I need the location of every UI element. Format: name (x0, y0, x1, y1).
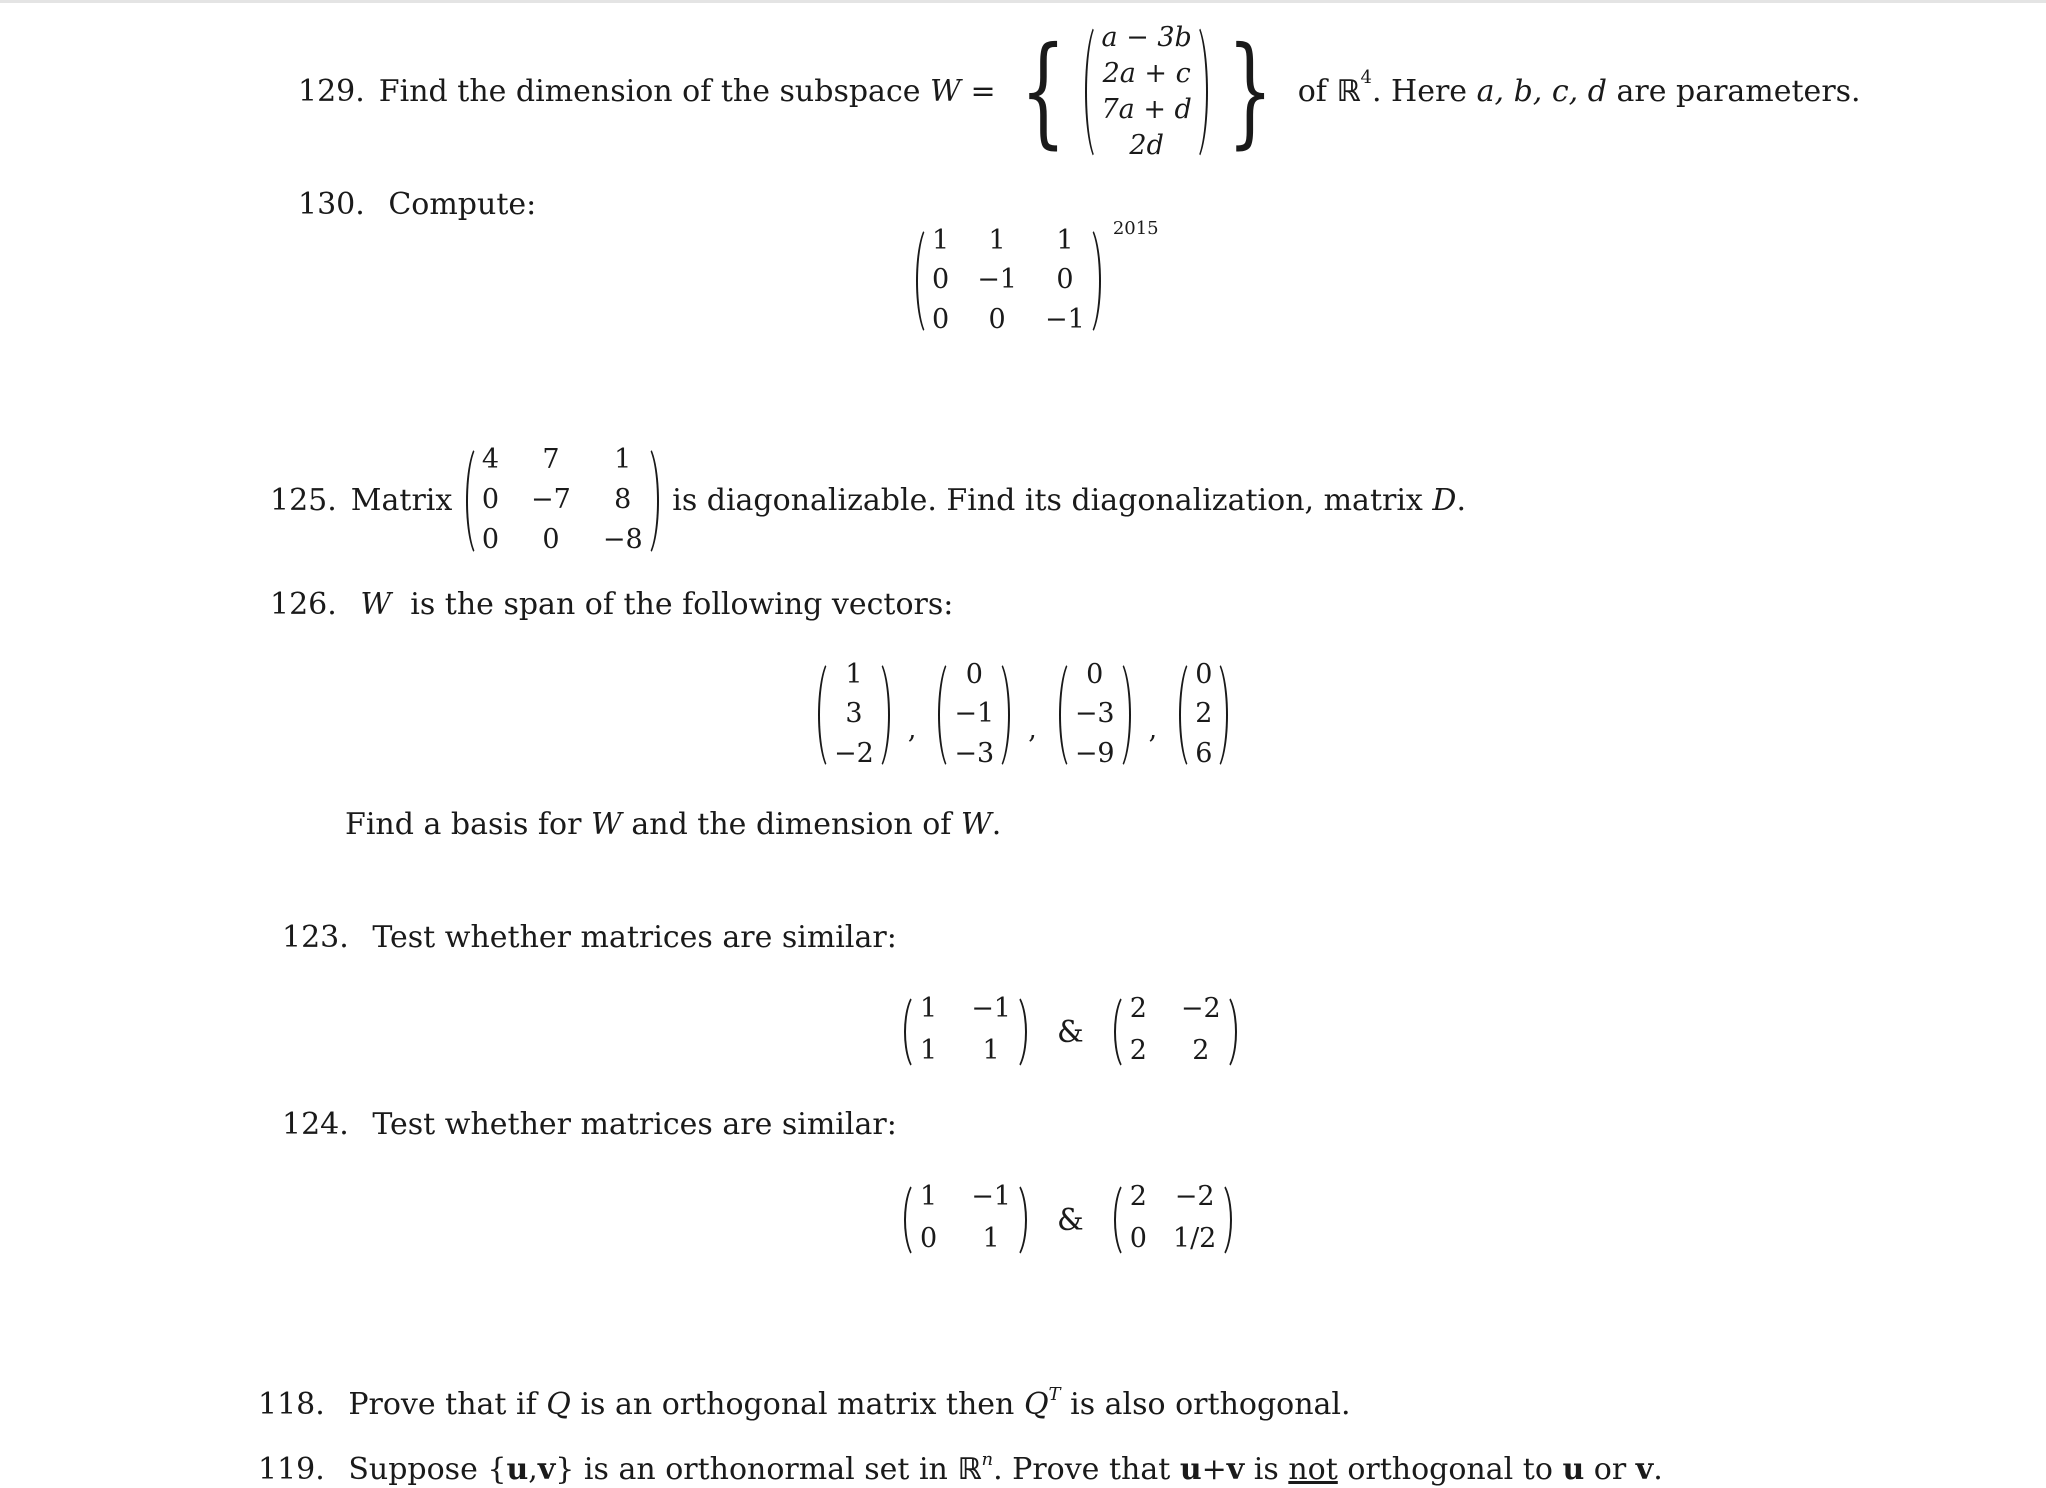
plus-sign: + (1201, 1452, 1227, 1487)
left-paren (1081, 19, 1097, 165)
problem-129 (298, 12, 1861, 172)
matrix-entry: 0 (1129, 1223, 1147, 1254)
matrix-b (1110, 990, 1241, 1074)
separator-comma: , (907, 713, 917, 745)
vector-entry: −9 (1074, 737, 1115, 769)
left-paren (900, 1178, 916, 1262)
matrix-entry: 7 (542, 444, 560, 475)
vector-grid (1097, 19, 1195, 165)
span-vectors (814, 656, 1232, 774)
period: . (1456, 483, 1467, 518)
problem-text: of (1297, 74, 1327, 109)
matrix (462, 441, 663, 561)
vector-v: v (1226, 1452, 1245, 1487)
matrix-entry: −2 (1180, 993, 1221, 1024)
vector-entry: 2 (1195, 698, 1213, 730)
matrix-entry: 1 (988, 225, 1006, 256)
matrix-entry: 1 (614, 444, 632, 475)
right-paren (1015, 1178, 1031, 1262)
matrix-pair-124 (900, 1178, 1236, 1262)
matrix-entry: −1 (1045, 303, 1085, 335)
space-symbol: ℝ (957, 1452, 982, 1487)
variable: Q (1023, 1387, 1049, 1422)
separator-comma: , (1028, 713, 1037, 745)
matrix-entry: 0 (481, 484, 500, 515)
problem-text: Matrix (350, 483, 453, 518)
matrix-entry: 0 (932, 303, 950, 335)
problem-119 (258, 1449, 1663, 1487)
matrix-power (912, 218, 1159, 340)
right-paren (1119, 656, 1135, 774)
right-paren (647, 441, 663, 561)
problem-text: is diagonalizable. Find its diagonalization, matrix (672, 483, 1423, 518)
matrix-entry: 2 (1192, 1035, 1210, 1066)
right-paren (1196, 19, 1212, 165)
variable: W (930, 74, 961, 109)
matrix-entry: −1 (977, 264, 1017, 296)
matrix-entry: 1 (1056, 225, 1074, 256)
column-vector (1175, 656, 1232, 774)
vector-u: u (1562, 1452, 1585, 1487)
right-paren (1089, 222, 1105, 340)
column-vector (1055, 656, 1135, 774)
variable: W (590, 807, 622, 842)
column-vector (814, 656, 894, 774)
matrix-entry: −1 (971, 993, 1011, 1024)
matrix-entry: 1 (920, 993, 938, 1024)
vector-entry: −3 (1074, 698, 1115, 730)
matrix-entry: 2 (1129, 1181, 1147, 1212)
matrix-grid (916, 1178, 1015, 1262)
matrix-entry: 0 (542, 524, 560, 555)
problem-123 (282, 920, 897, 955)
matrix-entry: −2 (1174, 1181, 1215, 1212)
problem-125 (270, 440, 1466, 562)
matrix-a (900, 990, 1031, 1074)
vector-entry: −2 (834, 737, 874, 769)
equals-sign: = (970, 74, 996, 109)
vector-entry: 0 (1195, 659, 1213, 690)
transpose-superscript: T (1048, 1384, 1061, 1405)
matrix-entry: 2d (1129, 130, 1164, 161)
problem-number: 125. (270, 483, 337, 518)
problem-124 (282, 1107, 897, 1142)
space-symbol: ℝ (1336, 74, 1361, 109)
problem-text: Compute: (388, 187, 537, 222)
left-paren (900, 990, 916, 1074)
ampersand: & (1057, 1202, 1084, 1238)
matrix-entry: 1 (932, 225, 950, 256)
matrix-entry: 2 (1129, 993, 1147, 1024)
left-paren (814, 656, 830, 774)
matrix-entry: 0 (932, 264, 950, 296)
parameters: a, b, c, d (1476, 74, 1607, 109)
problem-text: is (1253, 1452, 1279, 1487)
vector-u: u (506, 1452, 529, 1487)
exponent: 2015 (1112, 218, 1159, 239)
left-paren (912, 222, 928, 340)
matrix-entry: −8 (602, 524, 643, 555)
problem-130 (298, 187, 537, 222)
matrix-entry: 0 (1056, 264, 1074, 296)
problem-text: is an orthogonal matrix then (580, 1387, 1015, 1422)
vector-entry: −3 (954, 737, 995, 769)
matrix-entry: 7a + d (1101, 94, 1192, 125)
problem-126-followup (345, 807, 1002, 842)
variable: Q (546, 1387, 571, 1422)
left-paren (1110, 1178, 1126, 1262)
matrix-entry: 0 (920, 1223, 938, 1254)
right-paren (878, 656, 894, 774)
matrix-entry: 1 (920, 1181, 938, 1212)
problem-text: are parameters. (1616, 74, 1861, 109)
variable: D (1432, 483, 1457, 518)
matrix-entry: 2 (1129, 1035, 1147, 1066)
matrix-entry: 0 (481, 524, 500, 555)
matrix-entry: 1 (982, 1223, 1000, 1254)
matrix-entry: 0 (988, 303, 1006, 335)
problem-number: 124. (282, 1107, 349, 1142)
variable: W (960, 807, 992, 842)
matrix-grid (1126, 1178, 1221, 1262)
problem-118 (258, 1384, 1351, 1422)
right-paren (998, 656, 1014, 774)
ampersand: & (1057, 1014, 1084, 1050)
period: . (1653, 1452, 1663, 1487)
problem-number: 118. (258, 1387, 325, 1422)
vector-entry: −1 (954, 698, 995, 730)
matrix-entry: 4 (481, 444, 500, 475)
vector-grid (1071, 656, 1119, 774)
space-exponent: n (981, 1449, 994, 1470)
column-vector (934, 656, 1014, 774)
vector-grid (950, 656, 998, 774)
vector-entry: 3 (845, 698, 863, 730)
problem-text: is an orthonormal set in (583, 1452, 948, 1487)
problem-text: Suppose (348, 1452, 478, 1487)
vector-entry: 1 (845, 659, 863, 690)
problem-text: is also orthogonal. (1070, 1387, 1351, 1422)
left-paren (1055, 656, 1071, 774)
matrix-a (900, 1178, 1031, 1262)
problem-126 (270, 587, 954, 622)
matrix-entry: 2a + c (1102, 58, 1191, 89)
brace: { (487, 1452, 507, 1487)
right-paren (1216, 656, 1232, 774)
matrix-grid (916, 990, 1015, 1074)
problem-text: Test whether matrices are similar: (372, 920, 897, 955)
left-paren (934, 656, 950, 774)
separator-comma: , (1148, 713, 1158, 745)
vector-v: v (1635, 1452, 1654, 1487)
matrix-entry: −1 (971, 1181, 1011, 1212)
vector-v: v (537, 1452, 556, 1487)
left-brace: { (1020, 22, 1067, 161)
problem-number: 119. (258, 1452, 325, 1487)
vector-entry: 0 (965, 659, 983, 690)
vector (1081, 19, 1211, 165)
right-paren (1220, 1178, 1236, 1262)
underlined-not: not (1288, 1452, 1338, 1487)
matrix-b (1110, 1178, 1237, 1262)
right-paren (1225, 990, 1241, 1074)
brace: } (555, 1452, 575, 1487)
problem-text: Test whether matrices are similar: (372, 1107, 897, 1142)
vector-entry: 6 (1195, 737, 1213, 769)
matrix-entry: −7 (531, 484, 571, 515)
matrix (912, 222, 1105, 340)
right-brace: } (1227, 22, 1273, 161)
matrix-entry: 1 (920, 1035, 938, 1066)
left-paren (462, 441, 478, 561)
matrix-entry: 1 (982, 1035, 1000, 1066)
right-paren (1015, 990, 1031, 1074)
problem-text: is the span of the following vectors: (410, 587, 954, 622)
left-paren (1110, 990, 1126, 1074)
matrix-grid (928, 222, 1089, 340)
problem-text: . Prove that (993, 1452, 1171, 1487)
left-paren (1175, 656, 1191, 774)
problem-text: . Here (1371, 74, 1468, 109)
space-exponent: 4 (1360, 67, 1372, 88)
matrix-grid (1126, 990, 1225, 1074)
vector-grid (830, 656, 878, 774)
matrix-grid (478, 441, 647, 561)
matrix-entry: 8 (614, 484, 632, 515)
matrix-entry: a − 3b (1101, 22, 1192, 53)
vector-entry: 0 (1086, 659, 1104, 690)
matrix-entry: 1/2 (1172, 1223, 1217, 1254)
problem-text: Prove that if (348, 1387, 537, 1422)
comma: , (528, 1452, 538, 1487)
followup-text: Find a basis for (345, 807, 582, 842)
problem-text: orthogonal to (1347, 1452, 1553, 1487)
problem-text: or (1593, 1452, 1627, 1487)
problem-number: 126. (270, 587, 337, 622)
matrix-pair-123 (900, 990, 1241, 1074)
variable: W (360, 587, 392, 622)
problem-text: Find the dimension of the subspace (378, 74, 921, 109)
problem-number: 129. (298, 74, 365, 109)
vector-u: u (1179, 1452, 1202, 1487)
problem-number: 130. (298, 187, 365, 222)
followup-text: and the dimension of (631, 807, 952, 842)
vector-grid (1191, 656, 1216, 774)
period: . (991, 807, 1002, 842)
top-border (0, 0, 2046, 3)
problem-number: 123. (282, 920, 349, 955)
